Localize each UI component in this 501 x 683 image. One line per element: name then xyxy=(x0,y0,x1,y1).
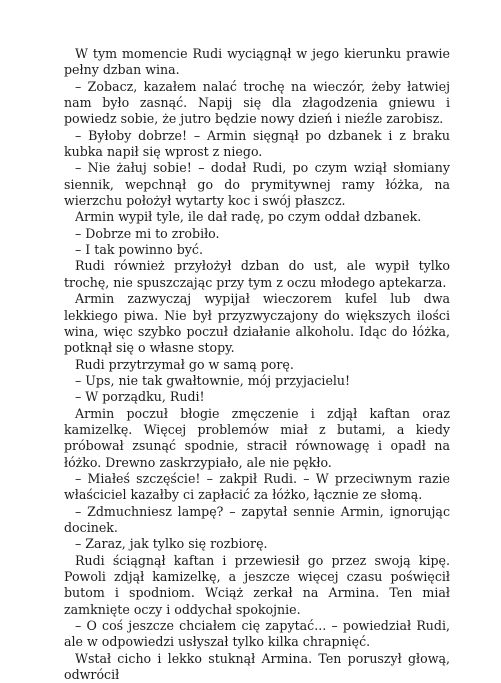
paragraph: – W porządku, Rudi! xyxy=(75,389,205,405)
paragraph: – Zaraz, jak tylko się rozbiorę. xyxy=(75,536,268,552)
paragraph: – Miałeś szczęście! – zakpił Rudi. – W przeciwnym razie właściciel kazałby ci zapłacić za łóżko, łącznie ze słomą. xyxy=(64,470,450,503)
paragraph: – Ups, nie tak gwałtownie, mój przyjacielu! xyxy=(75,372,351,388)
paragraph: Wstał cicho i lekko stuknął Armina. Ten poruszył głową, odwrócił xyxy=(64,650,450,683)
paragraph: Armin zazwyczaj wypijał wieczorem kufel lub dwa lekkiego piwa. Nie był przyzwyczajony do większych ilości wina, więc szybko poczuł działanie alkoholu. Idąc do łóżka, potknął się o własne stopy. xyxy=(64,291,450,356)
paragraph: Rudi również przyłożył dzban do ust, ale wypił tylko trochę, nie spuszczając przy tym z oczu młodego aptekarza. xyxy=(64,258,450,290)
paragraph: Armin wypił tyle, ile dał radę, po czym oddał dzbanek. xyxy=(75,209,422,225)
paragraph: Rudi ściągnął kaftan i przewiesił go przez swoją kipę. Powoli zdjął kamizelkę, a jeszcze więcej czasu poświęcił butom i spodniom. Wciąż zerkał na Armina. Ten miał zamknięte oczy i oddychał spokojnie. xyxy=(64,552,450,617)
paragraph: – Byłoby dobrze! – Armin sięgnął po dzbanek i z braku kubka napił się wprost z niego. xyxy=(64,127,450,160)
paragraph: W tym momencie Rudi wyciągnął w jego kierunku prawie pełny dzban wina. xyxy=(64,46,450,78)
paragraph: – Zdmuchniesz lampę? – zapytał sennie Armin, ignorując docinek. xyxy=(64,503,450,535)
paragraph: – O coś jeszcze chciałem cię zapytać... – powiedział Rudi, ale w odpowiedzi usłyszał tylko kilka chrapnięć. xyxy=(64,618,450,650)
paragraph: – Zobacz, kazałem nalać trochę na wieczór, żeby łatwiej nam było zasnąć. Napij się dla złagodzenia gniewu i powiedz sobie, że jutro będzie nowy dzień i nieźle zarobisz. xyxy=(64,78,450,127)
paragraph: Armin poczuł błogie zmęczenie i zdjął kaftan oraz kamizelkę. Więcej problemów miał z butami, a kiedy próbował zsunąć spodnie, stracił równowagę i opadł na łóżko. Drewno zaskrzypiało, ale nie pękło. xyxy=(64,405,450,470)
paragraph: Rudi przytrzymał go w samą porę. xyxy=(75,356,294,372)
paragraph: – I tak powinno być. xyxy=(75,242,203,258)
paragraph: – Dobrze mi to zrobiło. xyxy=(75,225,220,241)
paragraph: – Nie żałuj sobie! – dodał Rudi, po czym wziął słomiany siennik, wepchnął go do prymitywnej ramy łóżka, na wierzchu położył wytarty koc i swój płaszcz. xyxy=(64,160,450,209)
page-text xyxy=(64,46,450,683)
